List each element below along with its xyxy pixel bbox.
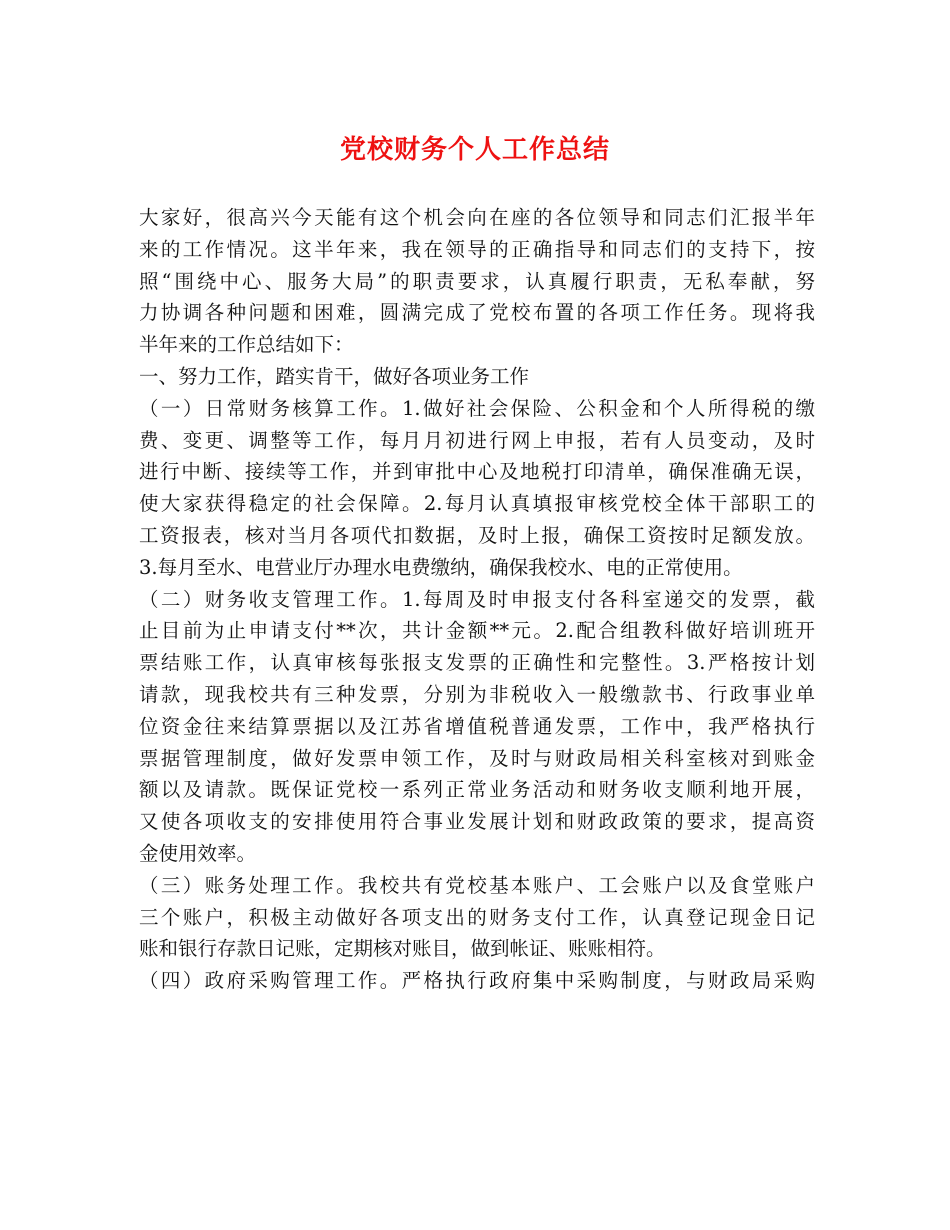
document-title: 党校财务个人工作总结 [339, 135, 610, 165]
body-line: 票结账工作，认真审核每张报支发票的正确性和完整性。3.严格按计划 [139, 651, 815, 675]
body-line: 请款，现我校共有三种发票，分别为非税收入一般缴款书、行政事业单 [139, 682, 815, 706]
body-line: 工资报表，核对当月各项代扣数据，及时上报，确保工资按时足额发放。 [139, 523, 815, 547]
body-line: 票据管理制度，做好发票申领工作，及时与财政局相关科室核对到账金 [139, 746, 815, 770]
body-line: 又使各项收支的安排使用符合事业发展计划和财政政策的要求，提高资 [139, 810, 815, 834]
body-line: 位资金往来结算票据以及江苏省增值税普通发票，工作中，我严格执行 [139, 714, 815, 738]
body-line: 账和银行存款日记账，定期核对账目，做到帐证、账账相符。 [139, 937, 666, 961]
section-heading: 一、努力工作，踏实肯干，做好各项业务工作 [139, 364, 530, 388]
body-line: （四）政府采购管理工作。严格执行政府集中采购制度，与财政局采购 [139, 969, 815, 993]
body-line: 三个账户，积极主动做好各项支出的财务支付工作，认真登记现金日记 [139, 905, 815, 929]
body-line: 照“围绕中心、服务大局”的职责要求，认真履行职责，无私奉献，努 [139, 269, 815, 293]
body-line: 力协调各种问题和困难，圆满完成了党校布置的各项工作任务。现将我 [139, 301, 815, 325]
body-line: 费、变更、调整等工作，每月月初进行网上申报，若有人员变动，及时 [139, 428, 815, 452]
document-body [139, 202, 815, 997]
body-line: （三）账务处理工作。我校共有党校基本账户、工会账户以及食堂账户 [139, 873, 815, 897]
body-line: 半年来的工作总结如下： [139, 333, 354, 357]
body-line: （二）财务收支管理工作。1.每周及时申报支付各科室递交的发票，截 [139, 587, 815, 611]
body-line: （一）日常财务核算工作。1.做好社会保险、公积金和个人所得税的缴 [139, 396, 815, 420]
body-line: 额以及请款。既保证党校一系列正常业务活动和财务收支顺利地开展， [139, 778, 815, 802]
body-line: 使大家获得稳定的社会保障。2.每月认真填报审核党校全体干部职工的 [139, 492, 815, 516]
body-line: 3.每月至水、电营业厅办理水电费缴纳，确保我校水、电的正常使用。 [139, 555, 743, 579]
body-line: 来的工作情况。这半年来，我在领导的正确指导和同志们的支持下，按 [139, 237, 815, 261]
body-line: 进行中断、接续等工作，并到审批中心及地税打印清单，确保准确无误， [139, 460, 815, 484]
body-line: 大家好，很高兴今天能有这个机会向在座的各位领导和同志们汇报半年 [139, 206, 815, 229]
body-line: 止目前为止申请支付**次，共计金额**元。2.配合组教科做好培训班开 [139, 619, 815, 643]
body-line: 金使用效率。 [139, 841, 257, 865]
